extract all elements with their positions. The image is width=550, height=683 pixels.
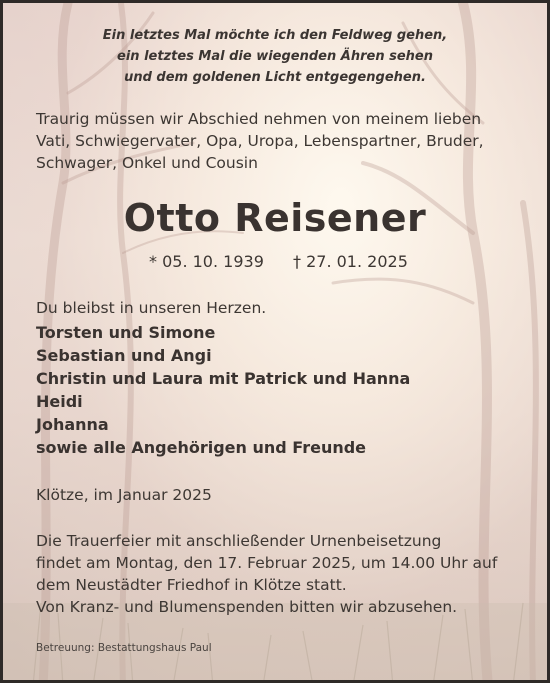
funeral-line-2: findet am Montag, den 17. Februar 2025, um 14.00 Uhr auf bbox=[36, 554, 498, 572]
intro-line-2: Vati, Schwiegervater, Opa, Uropa, Lebenspartner, Bruder, bbox=[36, 132, 484, 150]
family-line-2: Sebastian und Angi bbox=[36, 346, 212, 365]
funeral-line-3: dem Neustädter Friedhof in Klötze statt. bbox=[36, 576, 347, 594]
family-line-3: Christin und Laura mit Patrick und Hanna bbox=[36, 369, 411, 388]
family-line-6: sowie alle Angehörigen und Freunde bbox=[36, 438, 367, 457]
family-line-5: Johanna bbox=[36, 415, 109, 434]
farewell-text: Du bleibst in unseren Herzen. bbox=[36, 299, 267, 317]
place-date: Klötze, im Januar 2025 bbox=[36, 486, 212, 504]
funeral-line-1: Die Trauerfeier mit anschließender Urnenbeisetzung bbox=[36, 532, 442, 550]
funeral-home-credit: Betreuung: Bestattungshaus Paul bbox=[36, 642, 212, 654]
family-line-1: Torsten und Simone bbox=[36, 323, 216, 342]
deceased-name: Otto Reisener bbox=[123, 196, 427, 240]
intro-line-1: Traurig müssen wir Abschied nehmen von meinem lieben bbox=[36, 110, 482, 128]
intro-line-3: Schwager, Onkel und Cousin bbox=[36, 154, 258, 172]
death-date: † 27. 01. 2025 bbox=[293, 252, 408, 271]
family-line-4: Heidi bbox=[36, 392, 83, 411]
verse-line-3: und dem goldenen Licht entgegengehen. bbox=[124, 70, 426, 85]
verse-line-2: ein letztes Mal die wiegenden Ähren sehen bbox=[117, 49, 433, 64]
funeral-line-4: Von Kranz- und Blumenspenden bitten wir abzusehen. bbox=[36, 598, 458, 616]
verse-line-1: Ein letztes Mal möchte ich den Feldweg gehen, bbox=[102, 28, 448, 43]
birth-date: * 05. 10. 1939 bbox=[149, 252, 264, 271]
